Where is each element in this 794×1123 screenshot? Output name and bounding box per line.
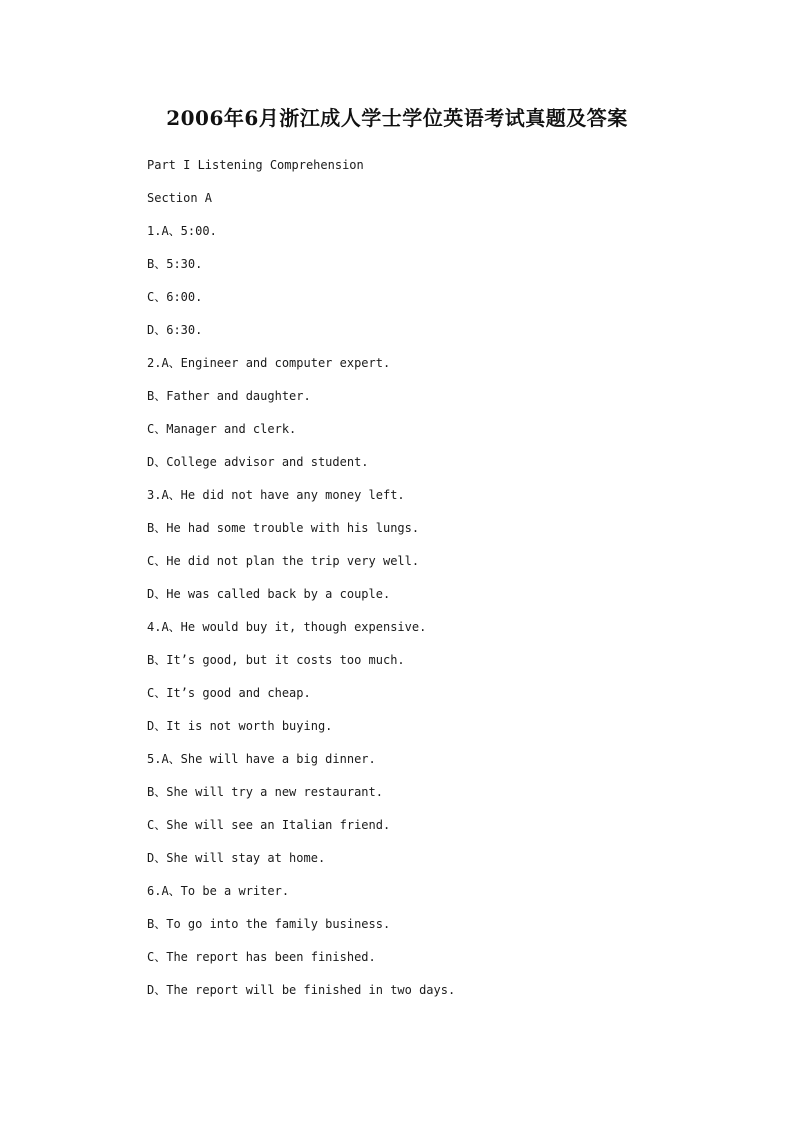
question-3-option-c: C、He did not plan the trip very well. (147, 554, 420, 568)
section-heading-part: Part I Listening Comprehension (147, 158, 364, 172)
question-3-option-d: D、He was called back by a couple. (147, 587, 391, 601)
question-2-option-b: B、Father and daughter. (147, 389, 311, 403)
question-2-option-d: D、College advisor and student. (147, 455, 369, 469)
question-2-option-a: 2.A、Engineer and computer expert. (147, 356, 391, 370)
document-title: 2006年6月浙江成人学士学位英语考试真题及答案 (166, 106, 628, 130)
question-2-option-c: C、Manager and clerk. (147, 422, 297, 436)
question-5-option-c: C、She will see an Italian friend. (147, 818, 391, 832)
question-1-option-c: C、6:00. (147, 290, 203, 304)
question-4-option-b: B、It’s good, but it costs too much. (147, 653, 405, 667)
question-4-option-c: C、It’s good and cheap. (147, 686, 311, 700)
section-heading-section: Section A (147, 191, 213, 205)
question-1-option-a: 1.A、5:00. (147, 224, 217, 238)
question-4-option-d: D、It is not worth buying. (147, 719, 333, 733)
question-6-option-d: D、The report will be finished in two days. (147, 983, 456, 997)
question-5-option-a: 5.A、She will have a big dinner. (147, 752, 376, 766)
question-3-option-a: 3.A、He did not have any money left. (147, 488, 405, 502)
question-list (147, 156, 455, 1014)
question-3-option-b: B、He had some trouble with his lungs. (147, 521, 420, 535)
question-1-option-d: D、6:30. (147, 323, 203, 337)
question-1-option-b: B、5:30. (147, 257, 203, 271)
question-5-option-d: D、She will stay at home. (147, 851, 326, 865)
question-6-option-a: 6.A、To be a writer. (147, 884, 290, 898)
question-6-option-b: B、To go into the family business. (147, 917, 391, 931)
question-6-option-c: C、The report has been finished. (147, 950, 376, 964)
question-4-option-a: 4.A、He would buy it, though expensive. (147, 620, 427, 634)
question-5-option-b: B、She will try a new restaurant. (147, 785, 383, 799)
